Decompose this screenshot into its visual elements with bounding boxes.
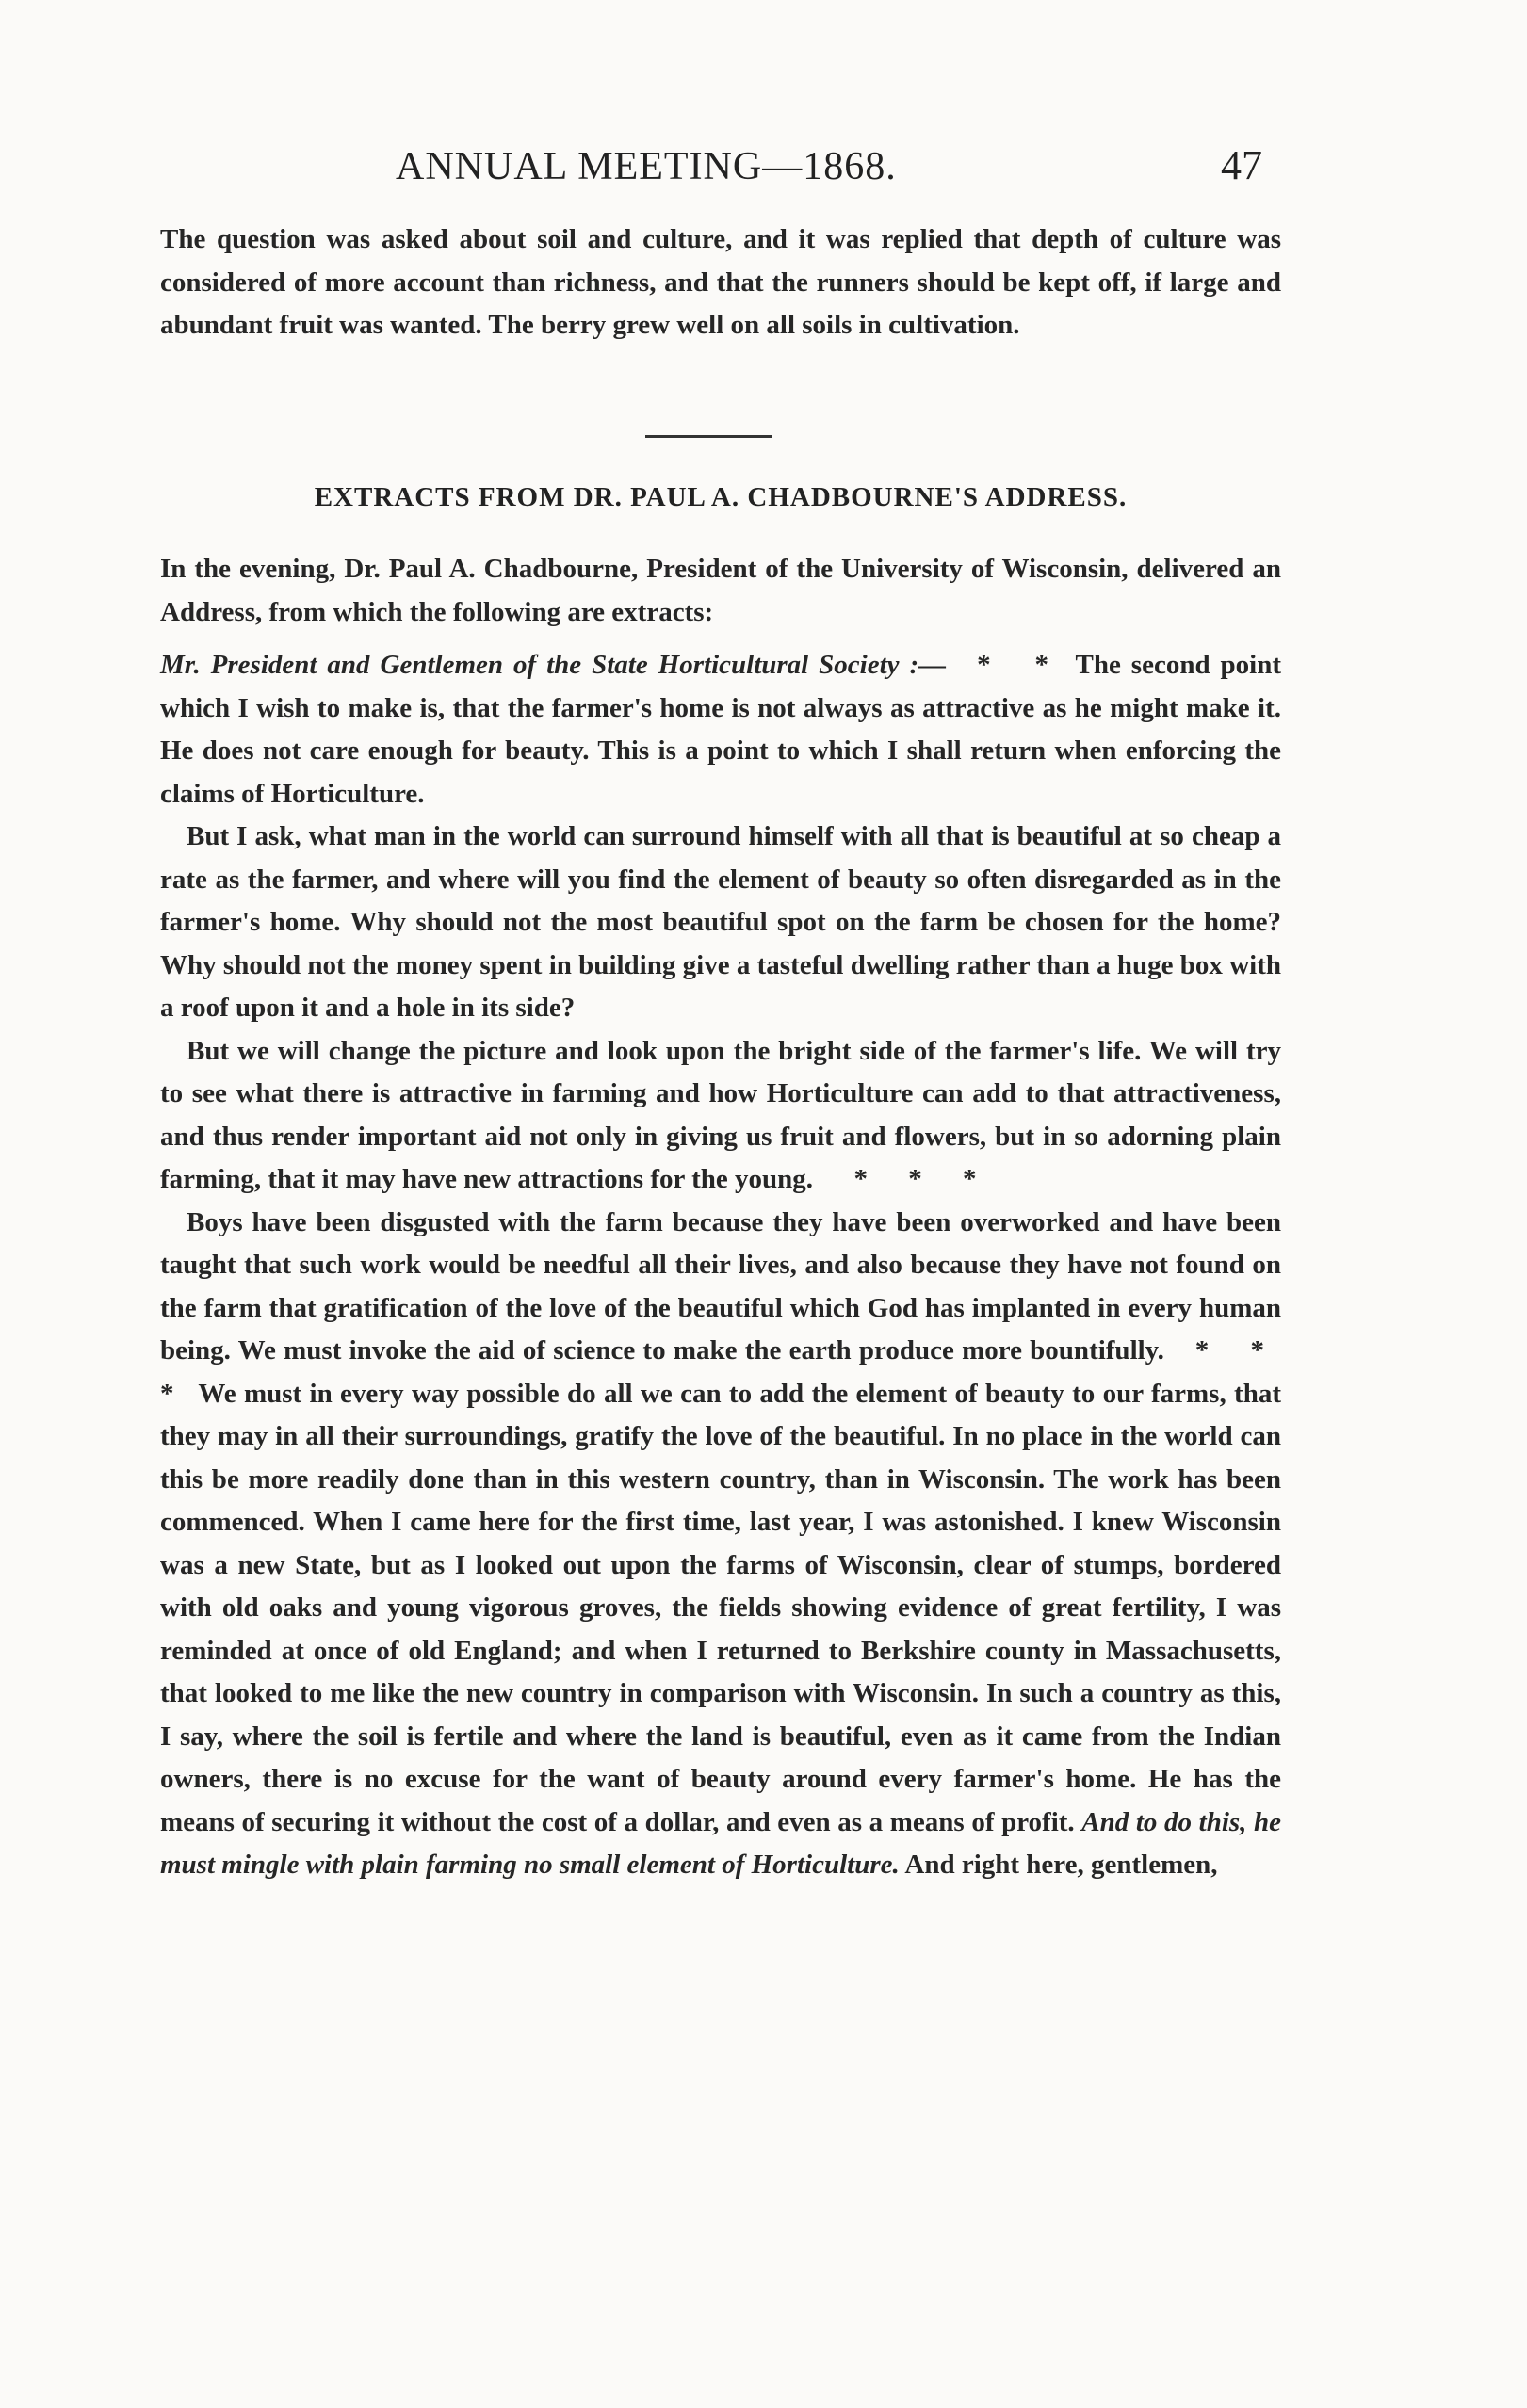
address-paragraph-4 (160, 1202, 1281, 1887)
page-header (396, 141, 1262, 189)
salutation: Mr. President and Gentlemen of the State Horticultural Society :— (160, 650, 947, 680)
address-paragraph-1 (160, 644, 1281, 816)
paragraph-text: But we will change the picture and look upon the bright side of the farmer's life. We will try to see what there is attractive in farming and how Horticulture can add to that attractiveness, and thus render important aid not only in giving us fruit and flowers, but in so adorning plain farming, that it may have new attractions for the young. (160, 1035, 1281, 1194)
lead-paragraph: In the evening, Dr. Paul A. Chadbourne, President of the University of Wisconsin, delivered an Address, from which the following are extracts: (160, 554, 1281, 627)
address-body (160, 644, 1281, 1887)
address-paragraph-3 (160, 1030, 1281, 1202)
italic-emphasis: And to do this, he must mingle with plain farming no small element of Horticulture. (160, 1806, 1282, 1880)
running-title: ANNUAL MEETING—1868. (396, 145, 897, 188)
intro-paragraph: The question was asked about soil and culture, and it was replied that depth of culture was considered of more account than richness, and that the runners should be kept off, if large and abundant fruit was wanted. The berry grew well on all soils in cultivation. (160, 224, 1281, 340)
paragraph-text: We must in every way possible do all we can to add the element of beauty to our farms, that they may in all their surroundings, gratify the love of the beautiful. In no place in the world can this be more readily done than in this western country, than in Wisconsin. The work has been commenced. When I came here for the first time, last year, I was astonished. I knew Wisconsin was a new State, but as I looked out upon the farms of Wisconsin, clear of stumps, bordered with old oaks and young vigorous groves, the fields showing evidence of great fertility, I was reminded at once of old England; and when I returned to Berkshire county in Massachusetts, that looked to me like the new country in comparison with Wisconsin. In such a country as this, I say, where the soil is fertile and where the land is beautiful, even as it came from the Indian owners, there is no excuse for the want of beauty around every farmer's home. He has the means of securing it without the cost of a dollar, and even as a means of profit. (160, 1378, 1281, 1837)
paragraph-text: And right here, gentlemen, (904, 1850, 1218, 1880)
paragraph-text: Boys have been disgusted with the farm because they have been overworked and have been taught that such work would be needful all their lives, and also because they have not found on the farm that gratification of the love of the beautiful which God has implanted in every human being. We must invoke the aid of science to make the earth produce more bountifully. (160, 1206, 1281, 1366)
omission-stars: * * (977, 650, 1066, 680)
omission-stars: * * * (160, 1335, 1281, 1409)
section-divider (645, 435, 772, 438)
section-title: EXTRACTS FROM DR. PAUL A. CHADBOURNE'S ADDRESS. (314, 482, 1128, 512)
paragraph-text: The second point which I wish to make is, that the farmer's home is not always as attractive as he might make it. He does not care enough for beauty. This is a point to which I shall return when enforcing the claims of Horticulture. (160, 650, 1282, 809)
page-number: 47 (1221, 142, 1262, 188)
address-paragraph-2: But I ask, what man in the world can surround himself with all that is beautiful at so cheap a rate as the farmer, and where will you find the element of beauty so often disregarded as in the farmer's home. Why should not the most beautiful spot on the farm be chosen for the home? Why should not the money spent in building give a tasteful dwelling rather than a huge box with a roof upon it and a hole in its side? (160, 821, 1281, 1023)
omission-stars: * * * (853, 1164, 994, 1194)
